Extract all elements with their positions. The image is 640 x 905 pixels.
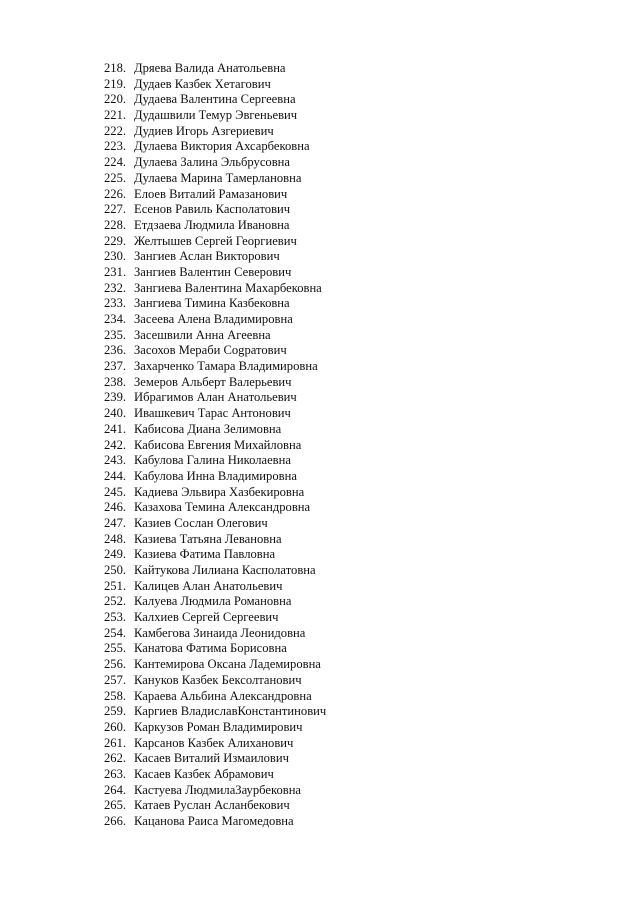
list-item [104, 485, 326, 501]
list-item [104, 92, 326, 108]
person-name: Кабулова Галина Николаевна [134, 453, 291, 468]
person-name: Етдзаева Людмила Ивановна [134, 217, 290, 232]
name-list [104, 61, 326, 830]
person-name: Дулаева Виктория Ахсарбековна [134, 139, 310, 154]
person-name: Дулаева Залина Эльбрусовна [134, 155, 291, 170]
list-item [104, 171, 326, 187]
list-item [104, 673, 326, 689]
item-number: 247. [104, 515, 127, 530]
list-item [104, 108, 326, 124]
person-name: Дряева Валида Анатольевна [134, 61, 286, 75]
person-name: Кантемирова Оксана Ладемировна [134, 657, 321, 672]
item-number: 242. [104, 437, 127, 452]
item-number: 220. [104, 92, 127, 107]
item-number: 229. [104, 233, 127, 248]
person-name: Каркузов Роман Владимирович [134, 719, 303, 734]
item-number: 264. [104, 782, 127, 797]
list-item [104, 265, 326, 281]
person-name: Кастуева ЛюдмилаЗаурбековна [134, 782, 302, 797]
item-number: 236. [104, 343, 127, 358]
item-number: 235. [104, 327, 127, 342]
list-item [104, 798, 326, 814]
list-item [104, 343, 326, 359]
item-number: 246. [104, 500, 127, 515]
list-item [104, 202, 326, 218]
item-number: 266. [104, 814, 127, 828]
list-item [104, 453, 326, 469]
person-name: Желтышев Сергей Георгиевич [134, 233, 297, 248]
list-item [104, 469, 326, 485]
list-item [104, 814, 326, 830]
item-number: 252. [104, 594, 127, 609]
list-item [104, 124, 326, 140]
item-number: 265. [104, 798, 127, 813]
list-item [104, 751, 326, 767]
list-item [104, 187, 326, 203]
person-name: Дудаев Казбек Хетагович [134, 76, 271, 91]
item-number: 225. [104, 170, 127, 185]
person-name: Земеров Альберт Валерьевич [134, 374, 292, 389]
list-item [104, 281, 326, 297]
list-item [104, 610, 326, 626]
person-name: Касаев Казбек Абрамович [134, 766, 274, 781]
item-number: 230. [104, 249, 127, 264]
item-number: 248. [104, 531, 127, 546]
person-name: Казиева Татьяна Левановна [134, 531, 282, 546]
item-number: 228. [104, 217, 127, 232]
item-number: 226. [104, 186, 127, 201]
list-item [104, 594, 326, 610]
item-number: 234. [104, 312, 127, 326]
list-item [104, 328, 326, 344]
item-number: 249. [104, 547, 127, 562]
item-number: 244. [104, 468, 127, 483]
list-item [104, 516, 326, 532]
person-name: Захарченко Тамара Владимировна [134, 359, 318, 374]
item-number: 243. [104, 453, 127, 468]
person-name: Калхиев Сергей Сергеевич [134, 610, 279, 625]
item-number: 257. [104, 672, 127, 687]
item-number: 241. [104, 421, 127, 436]
list-item [104, 500, 326, 516]
list-item [104, 406, 326, 422]
list-item [104, 422, 326, 438]
list-item [104, 359, 326, 375]
list-item [104, 579, 326, 595]
list-item [104, 783, 326, 799]
list-item [104, 547, 326, 563]
person-name: Дудаева Валентина Сергеевна [134, 92, 296, 107]
item-number: 258. [104, 688, 127, 703]
list-item [104, 296, 326, 312]
person-name: Кайтукова Лилиана Касполатовна [134, 563, 316, 577]
list-item [104, 249, 326, 265]
person-name: Зангиева Тимина Казбековна [134, 296, 290, 311]
list-item [104, 767, 326, 783]
list-item [104, 139, 326, 155]
person-name: Дулаева Марина Тамерлановна [134, 170, 302, 185]
person-name: Карсанов Казбек Алиханович [134, 735, 294, 750]
person-name: Калицев Алан Анатольевич [134, 578, 283, 593]
person-name: Касаев Виталий Измаилович [134, 751, 289, 766]
list-item [104, 77, 326, 93]
list-item [104, 375, 326, 391]
list-item [104, 626, 326, 642]
list-item [104, 641, 326, 657]
item-number: 221. [104, 108, 127, 123]
list-item [104, 61, 326, 77]
person-name: Калуева Людмила Романовна [134, 594, 292, 609]
person-name: Каргиев ВладиславКонстантинович [134, 704, 327, 719]
item-number: 245. [104, 484, 127, 499]
person-name: Засохов Мераби Сogратович [134, 343, 287, 358]
person-name: Кануков Казбек Бексолтанович [134, 672, 302, 687]
person-name: Зангиева Валентина Махарбековна [134, 280, 322, 295]
list-item [104, 532, 326, 548]
item-number: 250. [104, 563, 127, 577]
person-name: Казиев Сослан Олегович [134, 515, 268, 530]
item-number: 260. [104, 719, 127, 734]
item-number: 254. [104, 625, 127, 640]
item-number: 231. [104, 264, 127, 279]
list-item [104, 704, 326, 720]
item-number: 253. [104, 610, 127, 625]
list-item [104, 234, 326, 250]
list-item [104, 689, 326, 705]
person-name: Казиева Фатима Павловна [134, 547, 276, 562]
person-name: Дудашвили Темур Эвгеньевич [134, 108, 298, 123]
item-number: 218. [104, 61, 127, 75]
item-number: 262. [104, 751, 127, 766]
item-number: 219. [104, 76, 127, 91]
list-item [104, 720, 326, 736]
person-name: Кацанова Раиса Магомедовна [134, 814, 294, 828]
person-name: Камбегова Зинаида Леонидовна [134, 625, 306, 640]
item-number: 233. [104, 296, 127, 311]
person-name: Ивашкевич Тарас Антонович [134, 406, 291, 421]
item-number: 222. [104, 123, 127, 138]
person-name: Караева Альбина Александровна [134, 688, 312, 703]
person-name: Ибрагимов Алан Анатольевич [134, 390, 297, 405]
person-name: Катаев Руслан Асланбекович [134, 798, 290, 813]
person-name: Есенов Равиль Касполатович [134, 202, 291, 217]
item-number: 255. [104, 641, 127, 656]
item-number: 251. [104, 578, 127, 593]
person-name: Засешвили Анна Агеевна [134, 327, 271, 342]
list-item [104, 312, 326, 328]
item-number: 223. [104, 139, 127, 154]
item-number: 256. [104, 657, 127, 672]
list-item [104, 736, 326, 752]
person-name: Кабисова Евгения Михайловна [134, 437, 302, 452]
list-item [104, 438, 326, 454]
item-number: 259. [104, 704, 127, 719]
item-number: 263. [104, 766, 127, 781]
item-number: 232. [104, 280, 127, 295]
person-name: Казахова Темина Александровна [134, 500, 311, 515]
list-item [104, 218, 326, 234]
person-name: Засеева Алена Владимировна [134, 312, 293, 326]
person-name: Зангиев Аслан Викторович [134, 249, 280, 264]
list-item [104, 155, 326, 171]
person-name: Кабисова Диана Зелимовна [134, 421, 282, 436]
item-number: 237. [104, 359, 127, 374]
item-number: 227. [104, 202, 127, 217]
list-item [104, 390, 326, 406]
list-item [104, 657, 326, 673]
person-name: Канатова Фатима Борисовна [134, 641, 287, 656]
item-number: 261. [104, 735, 127, 750]
list-item [104, 563, 326, 579]
item-number: 239. [104, 390, 127, 405]
item-number: 238. [104, 374, 127, 389]
person-name: Елоев Виталий Рамазанович [134, 186, 288, 201]
person-name: Зангиев Валентин Северович [134, 264, 292, 279]
person-name: Кадиева Эльвира Хазбекировна [134, 484, 305, 499]
person-name: Дудиев Игорь Азгериевич [134, 123, 274, 138]
person-name: Кабулова Инна Владимировна [134, 468, 297, 483]
item-number: 224. [104, 155, 127, 170]
item-number: 240. [104, 406, 127, 421]
